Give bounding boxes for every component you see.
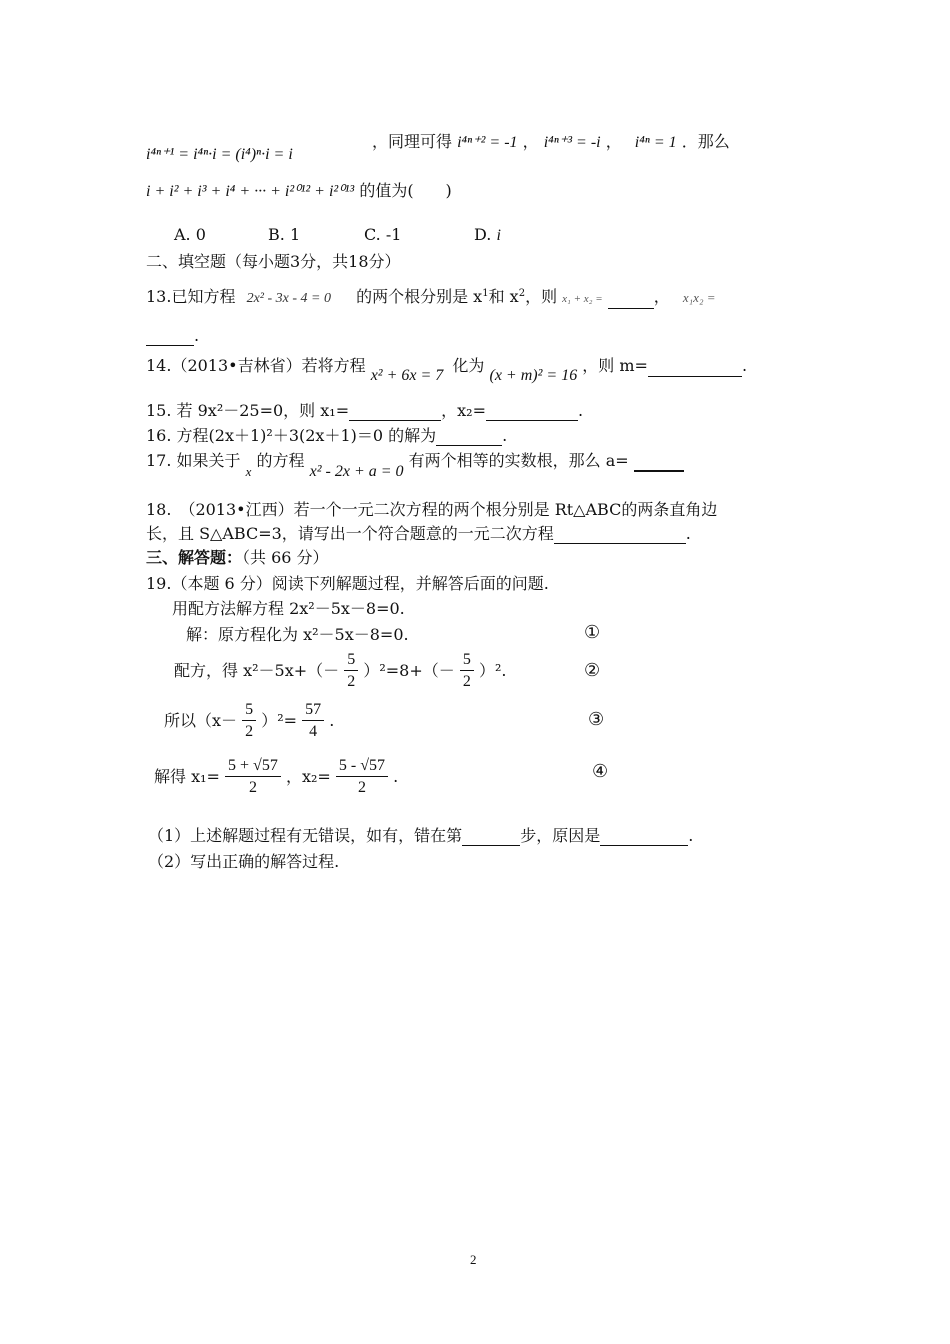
q19-step4-b: ，x₂= <box>285 767 331 786</box>
q14-text: 14.（2013•吉林省）若将方程 <box>146 356 366 375</box>
q15 <box>146 401 583 421</box>
option-d-value: i <box>496 227 501 244</box>
q12-eq2: i⁴ⁿ⁺³ = -i <box>543 134 601 151</box>
q19-sub1 <box>148 826 693 846</box>
q15-mid: ，x₂= <box>441 401 486 420</box>
q13-product: x₁x₂ = <box>682 290 716 305</box>
option-a[interactable] <box>174 225 206 244</box>
q19-step1-mark: ① <box>584 622 601 643</box>
q12-sum-line <box>146 181 452 202</box>
q16-blank[interactable] <box>436 431 502 446</box>
q18-end: . <box>685 524 691 543</box>
q13-num: 13. <box>146 287 172 306</box>
option-a-label: A. <box>174 225 191 244</box>
q12-sum-expr: i + i² + i³ + i⁴ + ··· + i²⁰¹² + i²⁰¹³ <box>146 183 355 200</box>
q19-step3-frac1 <box>242 700 256 743</box>
q19-step3-b: ）²= <box>261 711 298 730</box>
q19-step4 <box>154 756 398 799</box>
q14-tail: ，则 m= <box>582 356 648 375</box>
section3-title: 三、解答题： <box>146 548 243 567</box>
frac-den: 4 <box>309 723 318 740</box>
q14-end: . <box>741 356 748 375</box>
q19-sub1-blank-step[interactable] <box>462 831 520 846</box>
option-d[interactable] <box>474 225 501 246</box>
q19-step3-end: . <box>329 711 335 730</box>
root1-num: 5 + √57 <box>225 756 281 777</box>
q13-sum: x₁ + x₂ = <box>562 293 603 305</box>
q12-sep2: ， <box>605 132 622 151</box>
q19-step3 <box>164 700 334 743</box>
section2-title: 二、填空题（每小题3分，共18分） <box>146 252 401 271</box>
q15-blank-x1[interactable] <box>349 406 441 421</box>
q16-end: . <box>502 426 508 445</box>
q13-comma: ， <box>653 287 670 306</box>
q19-step4-mark: ④ <box>592 761 609 782</box>
q19-sub1-blank-reason[interactable] <box>600 831 688 846</box>
q19-root2 <box>336 756 388 799</box>
q14-eq2: (x + m)² = 16 <box>489 367 578 384</box>
q17-equation: x² - 2x + a = 0 <box>309 463 404 480</box>
q16 <box>146 426 507 446</box>
option-b-value: 1 <box>289 225 301 244</box>
option-c-label: C. <box>364 225 381 244</box>
option-c-value: -1 <box>385 225 402 244</box>
q17-t2: 的方程 <box>256 451 305 470</box>
q13-t1: 已知方程 <box>171 287 236 306</box>
frac-num: 5 <box>242 700 256 721</box>
q19-sub1-b: 步，原因是 <box>520 826 601 845</box>
q12-sep1: ， <box>522 132 539 151</box>
q16-text: 16. 方程(2x＋1)²＋3(2x＋1)＝0 的解为 <box>146 426 437 445</box>
q13-blank-sum[interactable] <box>608 294 654 309</box>
frac-den: 2 <box>245 723 254 740</box>
q14 <box>146 356 748 384</box>
option-b-label: B. <box>268 225 285 244</box>
q13-blank-product[interactable] <box>146 331 194 346</box>
q19-step2-frac2 <box>460 650 474 693</box>
q12-eq1: i⁴ⁿ⁺² = -1 <box>457 134 518 151</box>
q19-step2-frac1 <box>344 650 358 693</box>
frac-num: 5 <box>460 650 474 671</box>
frac-num: 57 <box>302 700 324 721</box>
q12-sum-text: 的值为( ) <box>359 181 452 200</box>
section3-note: （共 66 分） <box>242 548 329 567</box>
q19-step4-a: 解得 x₁= <box>154 767 220 786</box>
q19-sub1-a: （1）上述解题过程有无错误，如有，错在第 <box>148 826 463 845</box>
root2-num: 5 - √57 <box>336 756 388 777</box>
q13-equation: 2x² - 3x - 4 = 0 <box>246 291 331 306</box>
root2-den: 2 <box>357 779 366 796</box>
q13-t2: 的两个根分别是 x <box>356 287 483 306</box>
q19-head: 19.（本题 6 分）阅读下列解题过程，并解答后面的问题. <box>146 574 549 593</box>
q12-formula-text: i⁴ⁿ⁺¹ = i⁴ⁿ·i = (i⁴)ⁿ·i = i <box>146 146 293 163</box>
root1-den: 2 <box>248 779 257 796</box>
q17-blank[interactable] <box>634 456 684 472</box>
q19-line1: 用配方法解方程 2x²－5x－8=0. <box>172 599 405 618</box>
q12-eq3: i⁴ⁿ = 1 <box>634 134 677 151</box>
q18-line2 <box>146 524 691 544</box>
q19-step2-b: ）²=8+（－ <box>363 661 455 680</box>
frac-den: 2 <box>347 673 356 690</box>
q18-blank[interactable] <box>554 529 686 544</box>
q15-blank-x2[interactable] <box>486 406 578 421</box>
q19-root1 <box>225 756 281 799</box>
q17 <box>146 451 684 480</box>
option-c[interactable] <box>364 225 401 245</box>
q18-line2-text: 长，且 S△ABC=3，请写出一个符合题意的一元二次方程 <box>146 524 554 543</box>
page-number: 2 <box>470 1252 477 1267</box>
q14-mid: 化为 <box>452 356 485 375</box>
q13-line2 <box>146 326 199 346</box>
q18-line1: 18. （2013•江西）若一个一元二次方程的两个根分别是 Rt△ABC的两条直角边 <box>146 500 718 519</box>
q13-t4: ，则 <box>525 287 558 306</box>
section3-heading <box>146 548 329 568</box>
q15-end: . <box>577 401 584 420</box>
q12-options <box>174 225 501 245</box>
frac-num: 5 <box>344 650 358 671</box>
q19-step2 <box>174 650 506 693</box>
q12-text2: ．那么 <box>681 132 730 151</box>
option-b[interactable] <box>268 225 300 245</box>
q19-step2-c: ）². <box>478 661 507 680</box>
option-a-value: 0 <box>195 225 206 244</box>
q12-line1 <box>372 132 730 153</box>
q17-text: 17. 如果关于 <box>146 451 241 470</box>
q17-t3: 有两个相等的实数根，那么 a= <box>408 451 629 470</box>
q14-eq1: x² + 6x = 7 <box>370 367 444 384</box>
q19-step2-mark: ② <box>584 660 601 681</box>
q12-text1: ，同理可得 <box>372 132 453 151</box>
q14-blank[interactable] <box>648 362 742 377</box>
q12-formula <box>146 144 293 165</box>
frac-den: 2 <box>462 673 471 690</box>
q19-sub2: （2）写出正确的解答过程. <box>148 852 340 871</box>
q17-var: x <box>245 464 252 479</box>
q19-step3-mark: ③ <box>588 709 605 730</box>
q13-end: . <box>194 326 200 345</box>
q19-step4-end: . <box>393 767 399 786</box>
option-d-label: D. <box>474 225 492 244</box>
q19-step2-a: 配方，得 x²－5x+（－ <box>174 661 340 680</box>
q19-step3-a: 所以（x－ <box>164 711 238 730</box>
q19-step1: 解：原方程化为 x²－5x－8=0. <box>186 625 409 644</box>
q15-text: 15. 若 9x²－25=0，则 x₁= <box>146 401 350 420</box>
q13: 13.已知方程 2x² - 3x - 4 = 0 的两个根分别是 $x^1$和 $x^2$，则 x₁ + x₂ = ， x₁x₂ = <box>146 284 716 309</box>
q19-step3-frac2 <box>302 700 324 743</box>
q13-t3: 和 x <box>488 287 519 306</box>
q19-sub1-end: . <box>688 826 694 845</box>
